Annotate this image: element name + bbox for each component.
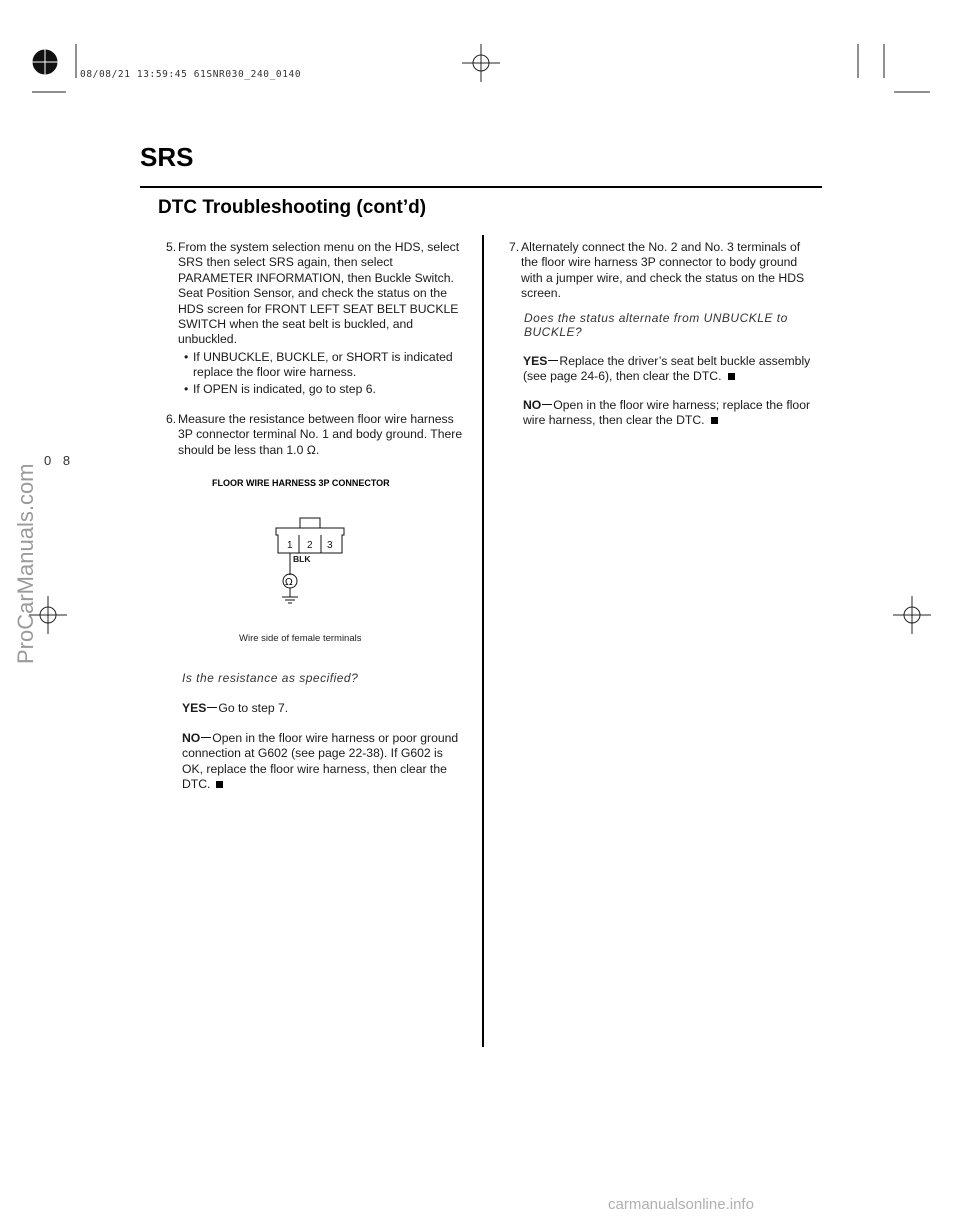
- diagram-caption: Wire side of female terminals: [239, 633, 362, 644]
- step-text: Alternately connect the No. 2 and No. 3 terminals of the floor wire harness 3P connector to body ground with a jumper wire, and check the status on the HDS screen.: [521, 240, 805, 301]
- answer-yes: [523, 354, 811, 385]
- bullet-item: [184, 350, 464, 381]
- step-number: 6.: [166, 412, 177, 426]
- answer-key: YES: [523, 354, 548, 368]
- dash: [542, 404, 552, 405]
- answer-no: [182, 731, 466, 793]
- step-text: From the system selection menu on the HDS, select SRS then select SRS again, then select PARAMETER INFORMATION, then Buckle Switch. Seat Position Sensor, and check the status on the HDS screen for FRONT LEFT SEAT BELT BUCKLE SWITCH when the seat belt is buckled, and unbuckled.: [178, 240, 460, 347]
- print-stamp: 08/08/21 13:59:45 61SNR030_240_0140: [80, 69, 302, 80]
- section-title: SRS: [140, 142, 194, 172]
- answer-key: NO: [523, 398, 542, 412]
- answer-yes: [182, 701, 466, 716]
- bullet-item: [184, 382, 464, 397]
- dash: [548, 360, 558, 361]
- bullet-dot: •: [184, 382, 189, 396]
- answer-text: Replace the driver’s seat belt buckle assembly (see page 24-6), then clear the DTC.: [523, 354, 811, 384]
- terminal-label-2: 2: [307, 540, 313, 551]
- end-square-icon: [711, 417, 718, 424]
- dash: [201, 737, 211, 738]
- watermark-procarmanuals: ProCarManuals.com: [13, 463, 38, 664]
- terminal-label-3: 3: [327, 540, 333, 551]
- answer-text: Go to step 7.: [218, 701, 289, 715]
- end-square-icon: [728, 373, 735, 380]
- dash: [207, 707, 217, 708]
- header-rule: [140, 186, 822, 188]
- diagram-title: FLOOR WIRE HARNESS 3P CONNECTOR: [212, 478, 390, 488]
- end-square-icon: [216, 781, 223, 788]
- connector-diagram: [270, 515, 350, 615]
- bullet-text: If UNBUCKLE, BUCKLE, or SHORT is indicated replace the floor wire harness.: [193, 350, 453, 380]
- wire-color-label: BLK: [293, 554, 311, 564]
- answer-key: NO: [182, 731, 201, 745]
- question-resistance: Is the resistance as specified?: [182, 671, 359, 685]
- ohm-icon: Ω: [285, 577, 293, 588]
- side-page-digits: 0 8: [44, 453, 75, 468]
- answer-no: [523, 398, 811, 429]
- answer-text: Open in the floor wire harness; replace the floor wire harness, then clear the DTC.: [523, 398, 811, 428]
- step-7: [509, 240, 809, 302]
- terminal-label-1: 1: [287, 540, 293, 551]
- page-heading: DTC Troubleshooting (cont’d): [158, 197, 427, 218]
- watermark-carmanualsonline: carmanualsonline.info: [608, 1196, 754, 1213]
- step-text: Measure the resistance between floor wire harness 3P connector terminal No. 1 and body ground. There should be less than 1.0 Ω.: [178, 412, 463, 457]
- answer-key: YES: [182, 701, 207, 715]
- bullet-dot: •: [184, 350, 189, 364]
- answer-text: Open in the floor wire harness or poor ground connection at G602 (see page 22-38). If G602 is OK, replace the floor wire harness, then clear the DTC.: [182, 731, 459, 792]
- step-6: [166, 412, 466, 458]
- step-5: [166, 240, 466, 348]
- bullet-text: If OPEN is indicated, go to step 6.: [193, 382, 376, 396]
- column-divider: [482, 235, 484, 1047]
- question-status: Does the status alternate from UNBUCKLE to BUCKLE?: [524, 311, 788, 339]
- step-number: 5.: [166, 240, 177, 254]
- step-number: 7.: [509, 240, 520, 254]
